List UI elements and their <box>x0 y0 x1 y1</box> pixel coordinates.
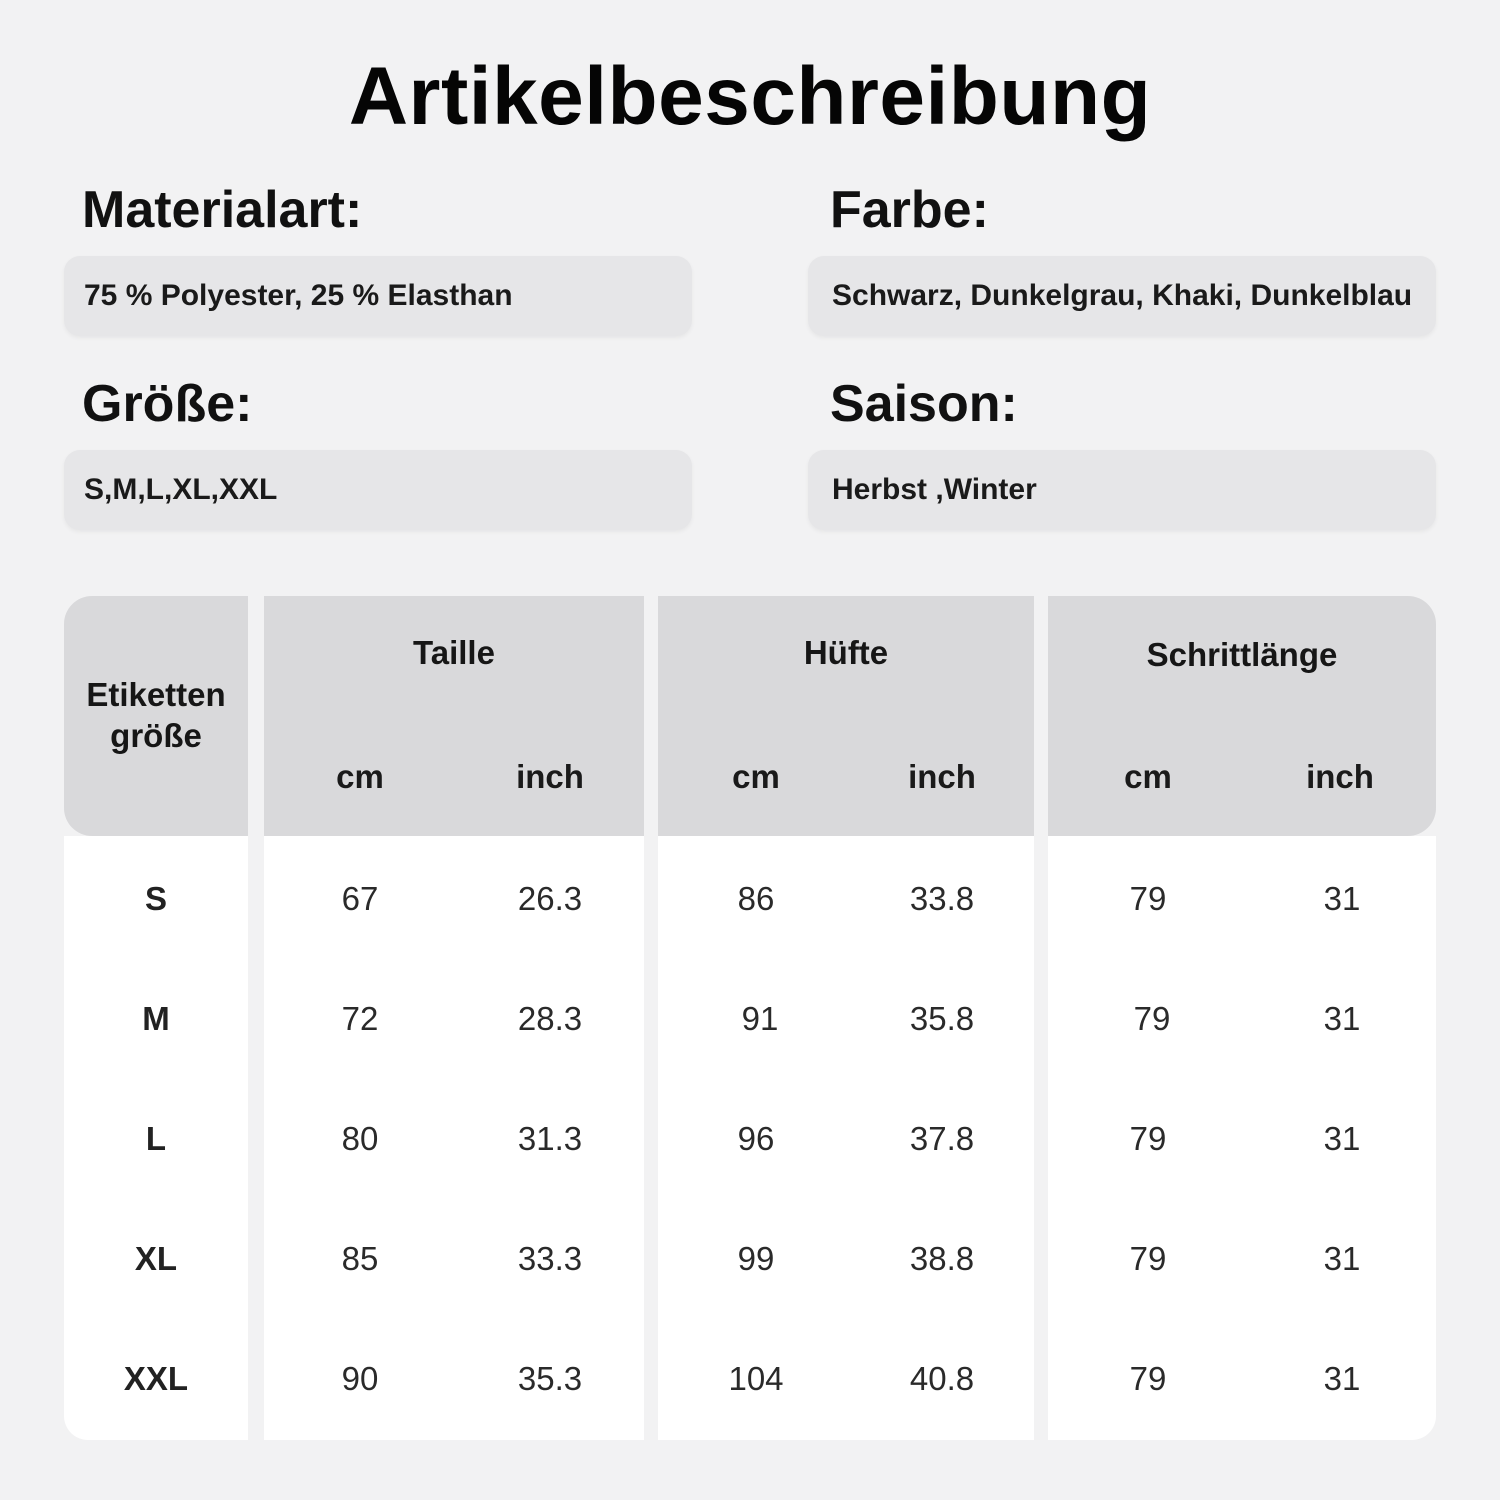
inseam-cm-cell: 79 <box>1133 1000 1171 1037</box>
waist-body <box>264 836 644 1440</box>
waist-cm-unit: cm <box>336 758 384 795</box>
season-label: Saison: <box>830 375 1018 433</box>
hip-inch-cell: 37.8 <box>909 1120 975 1157</box>
inseam-title: Schrittlänge <box>1146 636 1338 673</box>
size-value: S,M,L,XL,XXL <box>84 473 278 506</box>
hip-body <box>658 836 1034 1440</box>
waist-cm-cell: 80 <box>341 1120 379 1157</box>
inseam-cm-cell: 79 <box>1129 1240 1167 1277</box>
hip-cm-cell: 96 <box>737 1120 775 1157</box>
inseam-inch-cell: 31 <box>1323 1360 1361 1397</box>
size-label: Größe: <box>82 375 253 433</box>
inseam-body <box>1048 836 1436 1440</box>
hip-header <box>658 596 1034 836</box>
size-cell: L <box>145 1120 167 1157</box>
hip-inch-cell: 35.8 <box>909 1000 975 1037</box>
waist-inch-unit: inch <box>516 758 584 795</box>
label-column-title: Etiketten größe <box>86 676 226 754</box>
hip-inch-cell: 33.8 <box>909 880 975 917</box>
label-column-header <box>64 596 248 836</box>
size-value-box <box>64 450 692 530</box>
inseam-header <box>1048 596 1436 836</box>
waist-inch-cell: 31.3 <box>517 1120 583 1157</box>
inseam-inch-unit: inch <box>1306 758 1374 795</box>
size-cell: XXL <box>123 1360 189 1397</box>
season-value: Herbst ,Winter <box>832 473 1037 506</box>
material-value-box <box>64 256 692 336</box>
waist-cm-cell: 72 <box>341 1000 379 1037</box>
waist-inch-cell: 33.3 <box>517 1240 583 1277</box>
size-cell: XL <box>134 1240 178 1277</box>
material-label: Materialart: <box>82 181 363 239</box>
hip-cm-cell: 86 <box>737 880 775 917</box>
size-cell: S <box>144 880 167 917</box>
inseam-inch-cell: 31 <box>1323 1000 1361 1037</box>
waist-header <box>264 596 644 836</box>
color-label: Farbe: <box>830 181 989 239</box>
size-cell: M <box>142 1000 170 1037</box>
waist-cm-cell: 67 <box>341 880 379 917</box>
hip-cm-cell: 104 <box>728 1360 784 1397</box>
inseam-inch-cell: 31 <box>1323 880 1361 917</box>
inseam-cm-unit: cm <box>1124 758 1172 795</box>
label-column-body <box>64 836 248 1440</box>
hip-cm-cell: 91 <box>741 1000 779 1037</box>
material-value: 75 % Polyester, 25 % Elasthan <box>84 279 513 312</box>
inseam-cm-cell: 79 <box>1129 880 1167 917</box>
waist-cm-cell: 90 <box>341 1360 379 1397</box>
waist-title: Taille <box>413 634 495 671</box>
hip-title: Hüfte <box>803 634 889 671</box>
waist-inch-cell: 26.3 <box>517 880 583 917</box>
waist-inch-cell: 35.3 <box>517 1360 583 1397</box>
inseam-cm-cell: 79 <box>1129 1360 1167 1397</box>
color-value: Schwarz, Dunkelgrau, Khaki, Dunkelblau <box>832 279 1413 312</box>
hip-inch-cell: 40.8 <box>909 1360 975 1397</box>
waist-inch-cell: 28.3 <box>517 1000 583 1037</box>
waist-cm-cell: 85 <box>341 1240 379 1277</box>
page-title: Artikelbeschreibung <box>348 51 1152 142</box>
hip-cm-unit: cm <box>732 758 780 795</box>
hip-inch-cell: 38.8 <box>909 1240 975 1277</box>
inseam-inch-cell: 31 <box>1323 1120 1361 1157</box>
inseam-inch-cell: 31 <box>1323 1240 1361 1277</box>
hip-inch-unit: inch <box>908 758 976 795</box>
color-value-box <box>808 256 1436 336</box>
hip-cm-cell: 99 <box>737 1240 775 1277</box>
inseam-cm-cell: 79 <box>1129 1120 1167 1157</box>
season-value-box <box>808 450 1436 530</box>
